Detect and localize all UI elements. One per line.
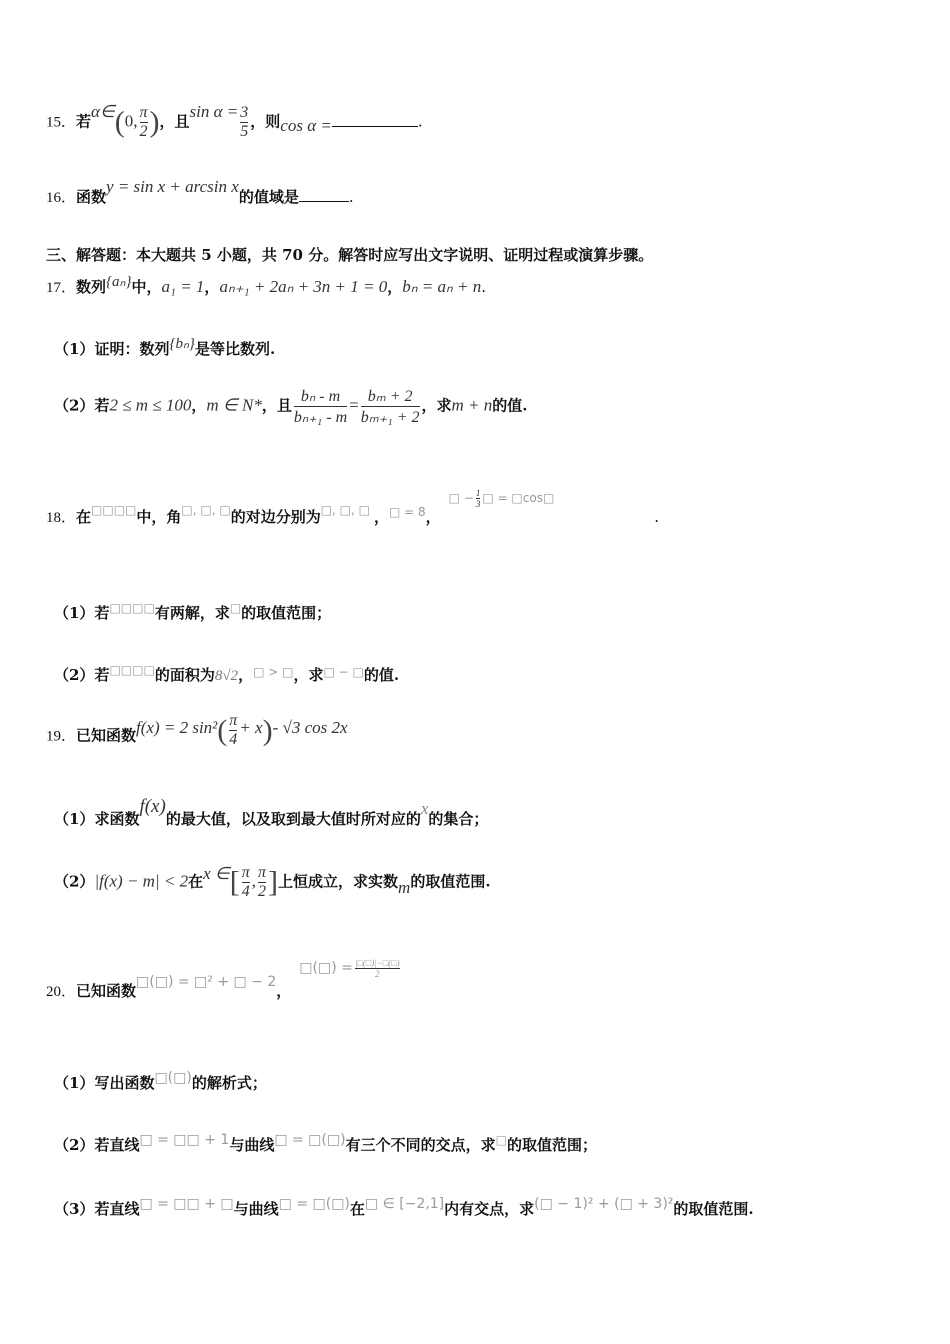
frac-numerator: π (229, 712, 238, 729)
mid-text: 的最大值，以及取到最大值时所对应的 (165, 810, 421, 828)
known-text: 已知函数 (76, 726, 137, 745)
part-number: （2） (54, 1136, 95, 1154)
question-16 (46, 177, 354, 207)
fx-expr: f(x) = 2 sin² (136, 717, 218, 737)
question-18 (46, 487, 660, 529)
ask-text: ，求 (293, 666, 324, 684)
if-text: 若 (94, 396, 110, 415)
inner-x: + x (239, 717, 263, 737)
sides-placeholder: □, □, □ (320, 503, 370, 517)
period: . (654, 508, 660, 526)
q17-part-2 (54, 386, 528, 427)
question-number: 20． (46, 984, 77, 1000)
var-placeholder: □ (495, 1133, 507, 1147)
q16-func: 函数 (76, 188, 107, 206)
section-heading: 三、解答题：本大题共 5 小题，共 70 分。解答时应写出文字说明、证明过程或演算步骤。 (46, 246, 654, 264)
question-20 (46, 957, 402, 1003)
frac-numerator: π (258, 864, 267, 881)
comma: ， (204, 278, 220, 296)
area-value: 8√2 (214, 668, 239, 684)
frac-numerator: π (139, 104, 148, 121)
part-text-rest: 是等比数列. (194, 340, 276, 358)
mid-text: 中，角 (136, 508, 182, 526)
rest-text: 的值. (492, 396, 528, 415)
frac-numerator: bₘ + 2 (367, 388, 413, 405)
left-paren: ( (114, 105, 125, 139)
cond-2-a: □ − (448, 491, 474, 505)
x-in: x ∈ (203, 863, 230, 883)
comma: , (251, 871, 256, 891)
line-expr: □ = □□ + 1 (139, 1132, 230, 1148)
comma: ， (276, 982, 292, 1000)
three-fifths-fraction (240, 104, 248, 141)
q17-recurrence: aₙ₊₁ + 2aₙ + 3n + 1 = 0 (219, 277, 388, 296)
question-number: 17． (46, 280, 77, 296)
q16-period: . (348, 188, 354, 206)
q16-expr: y = sin x + arcsin x (106, 177, 239, 196)
part-text: 证明：数列 (94, 340, 170, 358)
q20-part-3 (54, 1198, 754, 1219)
q15-alpha-in: α∈ (91, 101, 115, 121)
in-text: 在 (76, 508, 92, 526)
part-number: （2） (54, 666, 95, 684)
question-19 (46, 712, 348, 755)
question-17 (46, 276, 486, 297)
answer-blank (299, 200, 349, 202)
q17-seq: 数列 (76, 278, 107, 296)
question-15 (46, 101, 423, 141)
at-text: 在 (188, 872, 204, 891)
var-placeholder: □ (229, 601, 242, 615)
target-expr: (□ − 1)² + (□ + 3)² (534, 1196, 674, 1212)
part-text: 求函数 (94, 810, 140, 828)
question-number: 19． (46, 728, 77, 745)
fx-symbol: f(x) (139, 796, 166, 817)
q15-cos-alpha: cos α = (280, 115, 332, 135)
frac-denominator: 2 (258, 883, 266, 900)
comma: ， (238, 666, 254, 684)
frac-denominator: bₙ₊₁ - m (293, 409, 348, 426)
fraction-right (361, 386, 420, 427)
abs-ineq: |f(x) − m| < 2 (94, 871, 189, 891)
q18-part-2 (54, 664, 399, 685)
if-text: 若 (94, 604, 110, 622)
equals-sign: = (349, 395, 359, 415)
q15-period: . (417, 112, 423, 131)
part-number: （2） (54, 872, 95, 891)
rest-expr: - √3 cos 2x (272, 717, 348, 737)
frac-denominator: 3 (475, 498, 481, 509)
ask-text: ，求 (421, 396, 452, 415)
q18-part-1 (54, 602, 331, 623)
q15-and: ，且 (159, 112, 190, 131)
g-fraction (355, 958, 400, 979)
question-number: 15． (46, 114, 77, 131)
frac-numerator: |□(□)|−□(□) (354, 957, 400, 968)
pi-over-4-fraction (229, 712, 237, 749)
frac-numerator: 1 (475, 487, 481, 498)
frac-denominator: 4 (229, 731, 238, 748)
part-number: （1） (54, 604, 95, 622)
and-text: ，且 (261, 396, 292, 415)
x-symbol: x (420, 799, 429, 818)
g-def (299, 957, 401, 979)
triangle-placeholder: □□□□ (91, 503, 137, 517)
curve-expr: □ = □(□) (274, 1132, 346, 1148)
one-third-fraction (476, 488, 481, 509)
target-expr: m + n (451, 395, 493, 415)
frac-denominator: 4 (241, 883, 250, 900)
at-text: 在 (349, 1200, 365, 1218)
left-bracket: [ (229, 865, 240, 899)
q19-part-2 (54, 864, 491, 901)
cond-2-b: □ = □cos□ (482, 491, 555, 505)
part-text-2: 有三个不同的交点，求 (345, 1136, 496, 1154)
part-number: （3） (54, 1200, 95, 1218)
triangle-placeholder: □□□□ (109, 663, 155, 677)
part-number: （1） (54, 340, 95, 358)
frac-numerator: bₙ - m (300, 388, 341, 405)
m-symbol: m (398, 877, 411, 897)
fraction-left (294, 386, 347, 427)
f-def: □(□) = □² + □ − 2 (136, 974, 277, 990)
mid-text: 与曲线 (229, 1136, 275, 1154)
q17-part-1 (54, 338, 275, 359)
frac-denominator: 2 (139, 123, 148, 140)
comma: ， (425, 508, 441, 526)
left-paren: ( (217, 713, 228, 747)
q15-if: 若 (76, 112, 92, 131)
q17-an: {aₙ} (106, 274, 132, 290)
part-number: （2） (54, 396, 95, 415)
q17-a1: a₁ = 1 (161, 277, 205, 296)
question-number: 18． (46, 510, 77, 526)
cond-1: □ = 8 (389, 505, 426, 519)
q19-part-1 (54, 796, 489, 830)
m-range: 2 ≤ m ≤ 100 (109, 395, 192, 415)
pi-over-2-fraction (258, 864, 266, 901)
part-text: 若直线 (94, 1136, 140, 1154)
q15-then: ，则 (250, 112, 281, 131)
comma: ， (387, 278, 403, 296)
frac-numerator: 3 (240, 104, 249, 121)
frac-denominator: bₘ₊₁ + 2 (360, 409, 420, 426)
mid-text: 与曲线 (233, 1200, 279, 1218)
pi-over-2-fraction (140, 104, 148, 141)
comma: ， (191, 396, 207, 415)
if-text: 若 (94, 666, 110, 684)
rest-text: 的集合； (428, 810, 489, 828)
question-number: 16． (46, 190, 77, 206)
right-paren: ) (262, 713, 273, 747)
rest-text: 的取值范围； (506, 1136, 597, 1154)
q20-part-2 (54, 1134, 597, 1155)
answer-blank (332, 125, 418, 127)
cond-2 (448, 487, 555, 509)
range-expr: □ ∈ [−2,1] (364, 1196, 445, 1212)
curve-expr: □ = □(□) (278, 1196, 350, 1212)
pi-over-4-fraction (242, 864, 250, 901)
part-text: 写出函数 (94, 1074, 155, 1092)
rest-text: 的取值范围. (410, 872, 491, 891)
right-paren: ) (149, 105, 160, 139)
q20-part-1 (54, 1072, 267, 1093)
frac-denominator: 5 (240, 123, 249, 140)
m-set: m ∈ N* (206, 395, 262, 415)
part-number: （1） (54, 1074, 95, 1092)
period: . (481, 278, 487, 296)
known-text: 已知函数 (76, 982, 137, 1000)
rest-text: 的取值范围； (241, 604, 332, 622)
q15-sin-alpha: sin α = (189, 101, 239, 121)
part-text-2: 内有交点，求 (444, 1200, 535, 1218)
comma: ， (373, 508, 389, 526)
angles-placeholder: □, □, □ (181, 503, 231, 517)
rest-text: 的解析式； (191, 1074, 267, 1092)
g-lhs: □(□) = (299, 960, 353, 976)
g-symbol: □(□) (154, 1070, 192, 1086)
frac-numerator: π (241, 864, 250, 881)
frac-denominator: 2 (374, 968, 380, 979)
cond-placeholder: □ > □ (253, 665, 294, 679)
part-number: （1） (54, 810, 95, 828)
line-expr: □ = □□ + □ (139, 1196, 234, 1212)
expr-placeholder: □ − □ (323, 665, 364, 679)
rest-text: 的值. (363, 666, 400, 684)
opp-text: 的对边分别为 (230, 508, 321, 526)
q17-middle: 中， (131, 278, 162, 296)
q15-zero: 0, (124, 111, 138, 131)
part-text: 若直线 (94, 1200, 140, 1218)
triangle-placeholder: □□□□ (109, 601, 155, 615)
part-text: 上恒成立，求实数 (278, 872, 399, 891)
part-text: 有两解，求 (154, 604, 230, 622)
area-text: 的面积为 (154, 666, 215, 684)
q17-bn-def: bₙ = aₙ + n (402, 277, 482, 296)
q16-text: 的值域是 (238, 188, 299, 206)
rest-text: 的取值范围. (673, 1200, 754, 1218)
q17-bn-seq: {bₙ} (169, 336, 195, 352)
right-bracket: ] (268, 865, 279, 899)
